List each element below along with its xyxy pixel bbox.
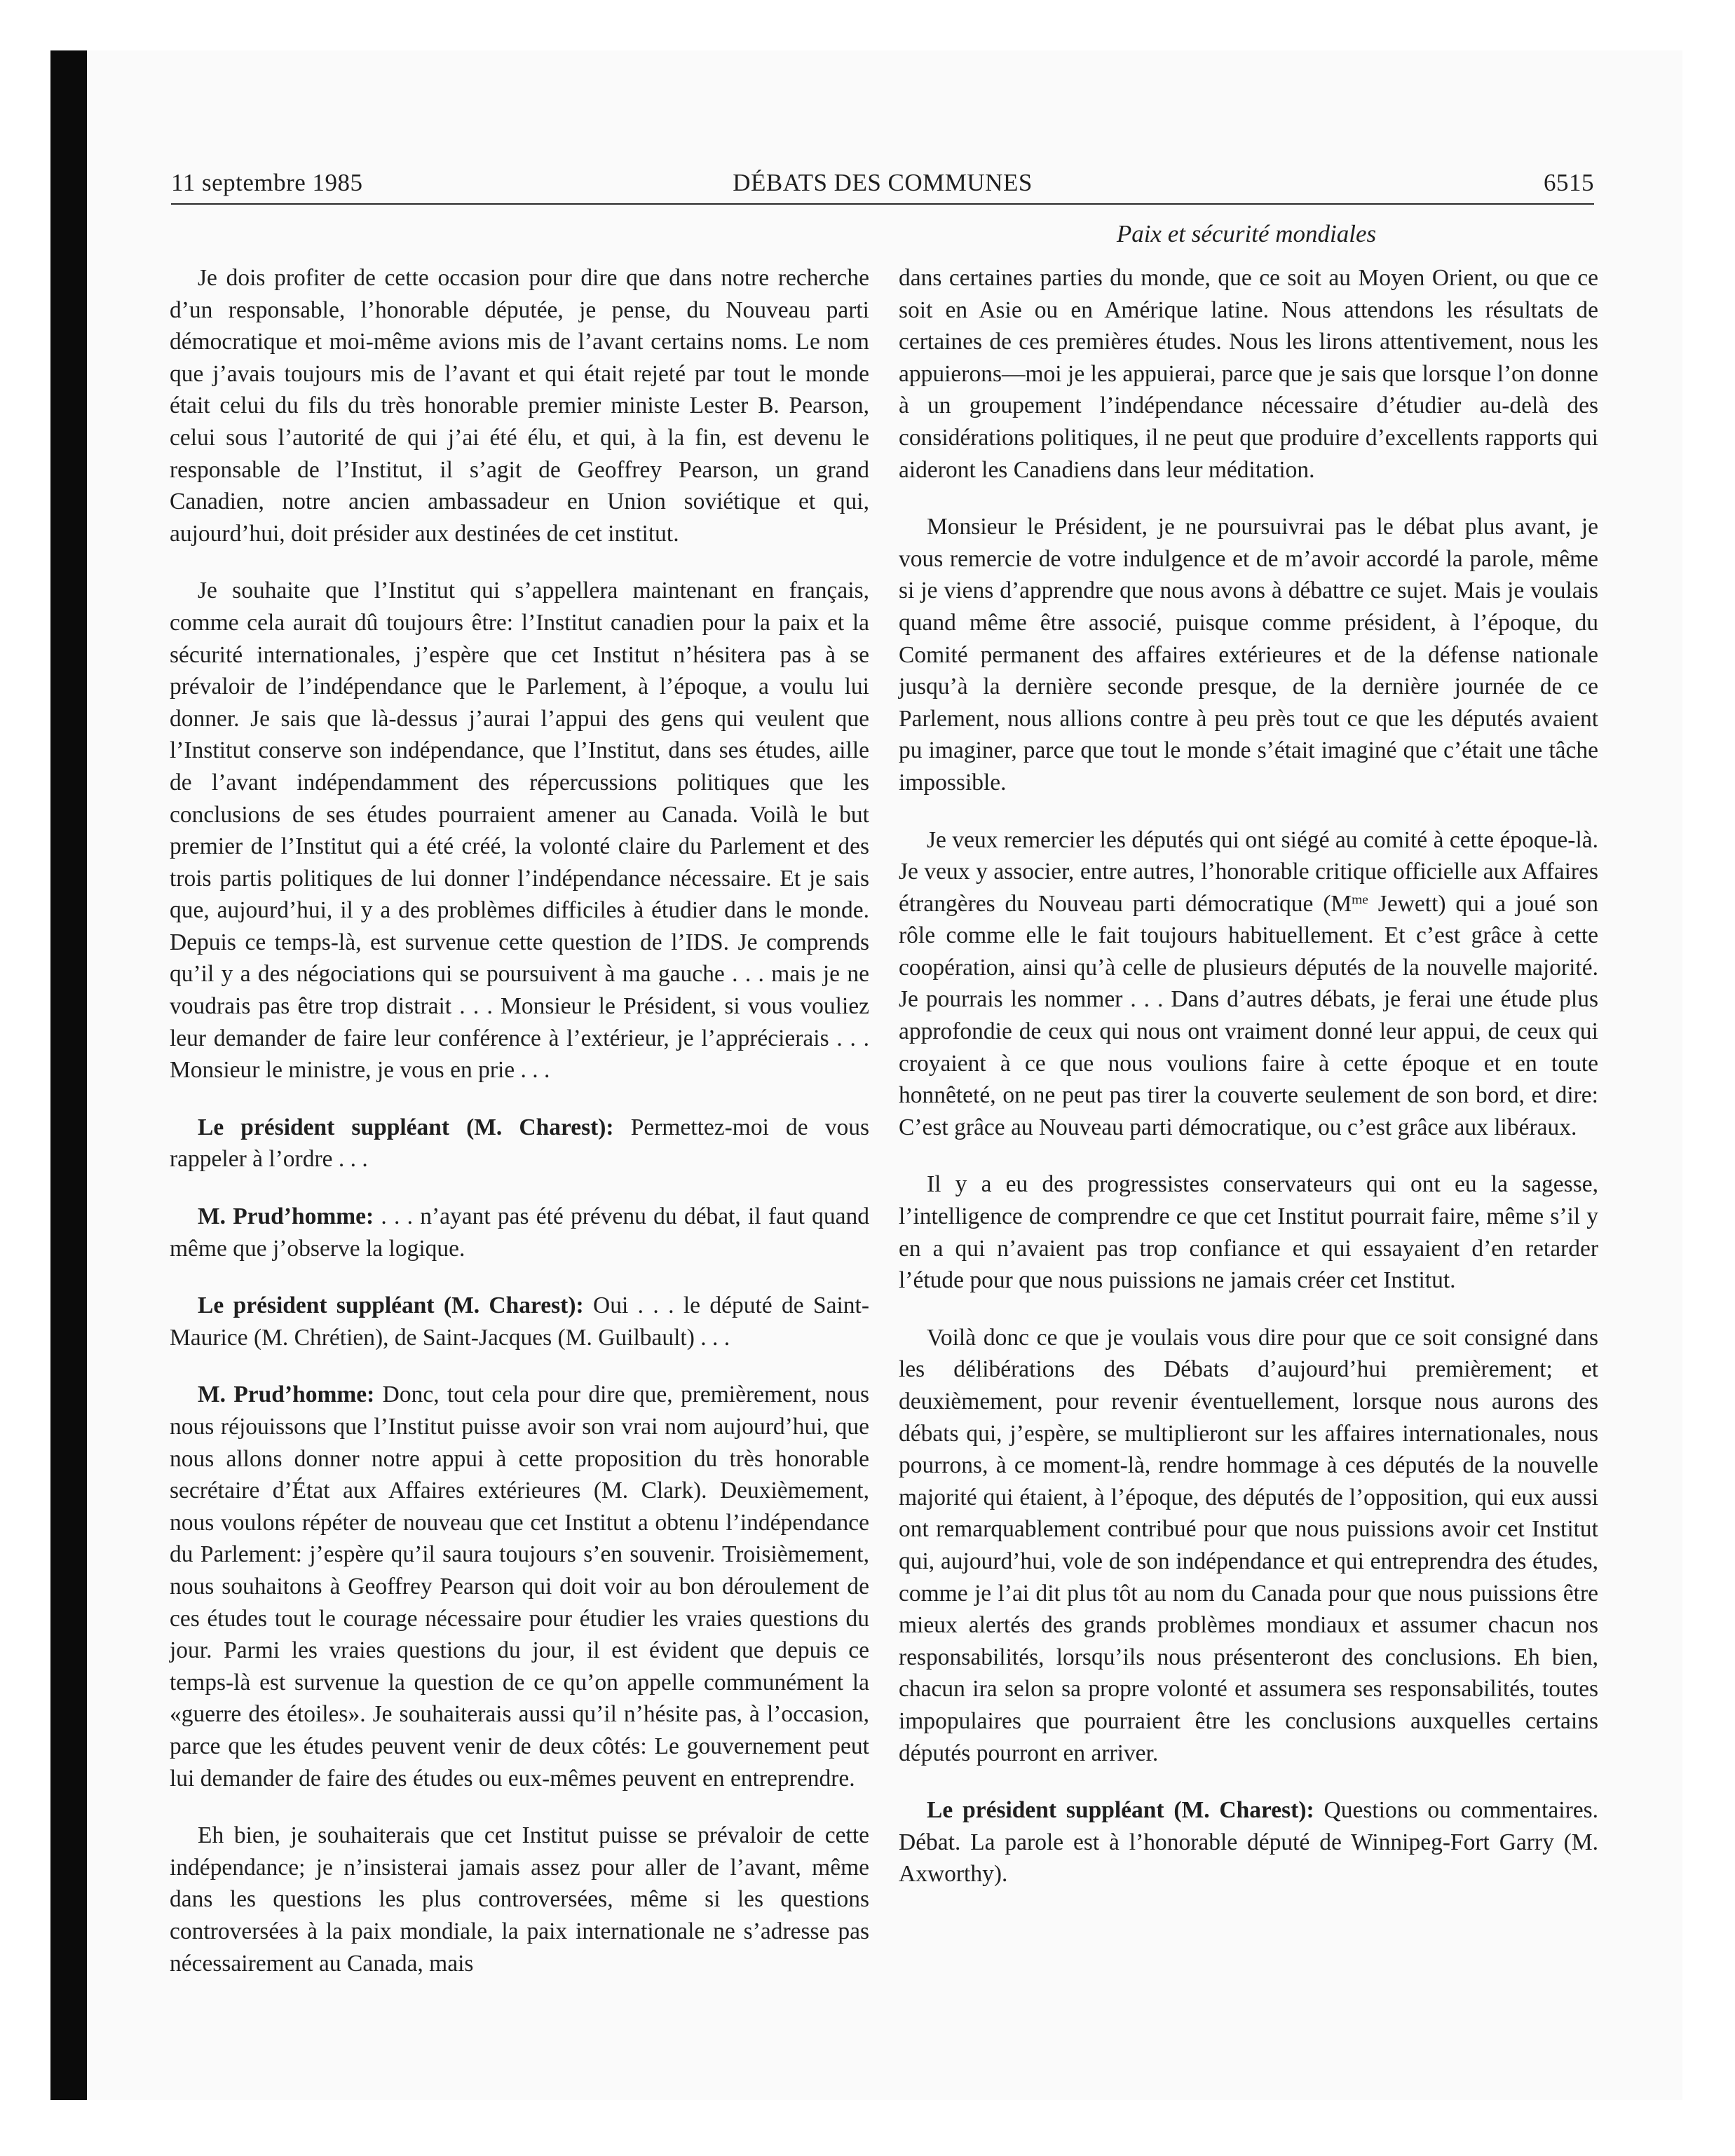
paragraph (899, 824, 1598, 1144)
speaker-name: Le président suppléant (M. Charest): (198, 1292, 584, 1319)
paragraph: Il y a eu des progressistes conservateurs qui ont eu la sagesse, l’intelligence de comprendre ce que cet Institut pourrait faire, même s’il y en a qui n’avaient pas trop confiance et qui essayaient d’en retarder l’étude pour que nous puissions ne jamais créer cet Institut. (899, 1171, 1598, 1294)
paragraph: Eh bien, je souhaiterais que cet Institut puisse se prévaloir de cette indépendance; je n’insisterai jamais assez pour aller de l’avant, même dans les questions les plus controversées, même si les questions controversées à la paix mondiale, la paix internationale ne s’adresse pas nécessairement au Canada, mais (170, 1822, 869, 1977)
paragraph: Voilà donc ce que je voulais vous dire pour que ce soit consigné dans les délibérations des Débats d’aujourd’hui premièrement; et deuxièmement, pour revenir éventuellement, lorsque nous aurons des débats qui, j’espère, se multiplieront sur les affaires internationales, nous pourrons, à ce moment-là, rendre hommage à ces députés de la nouvelle majorité qui étaient, à l’époque, des députés de l’opposition, qui eux aussi ont remarquablement contribué pour que nous puissions avoir cet Institut qui, aujourd’hui, vole de son indépendance et qui entreprendra des études, comme je l’ai dit plus tôt au nom du Canada pour que nous puissions être mieux alertés des grands problèmes mondiaux et assumer chacun nos responsabilités, lorsqu’ils nous présenteront des conclusions. Eh bien, chacun ira selon sa propre volonté et assumera ses responsabilités, toutes impopulaires que pourraient être les conclusions auxquelles certains députés pourront en arriver. (899, 1324, 1598, 1766)
speech-paragraph (170, 1201, 869, 1264)
speech-paragraph (170, 1290, 869, 1353)
paragraph-text: Je veux remercier les députés qui ont siégé au comité à cette époque-là. Je veux y associer, entre autres, l’honorable critique officielle aux Affaires étrangères du Nouveau parti démocratique (M (899, 826, 1598, 917)
paragraph: Monsieur le Président, je ne poursuivrai pas le débat plus avant, je vous remercie de votre indulgence et de m’avoir accordé la parole, même si je viens d’apprendre que nous avons à débattre ce sujet. Mais je voulais quand même être associé, puisque comme président, à l’époque, du Comité permanent des affaires extérieures et de la défense nationale jusqu’à la dernière seconde presque, de la dernière journée de ce Parlement, nous allions contre à peu près tout ce que les députés avaient pu imaginer, parce que tout le monde s’était imaginé que c’était une tâche impossible. (899, 514, 1598, 796)
speech-text: . . . n’ayant pas été prévenu du débat, il faut quand même que j’observe la logique. (170, 1203, 869, 1262)
speaker-name: M. Prud’homme: (198, 1381, 375, 1408)
speech-text: Oui . . . le député de Saint-Maurice (M. Chrétien), de Saint-Jacques (M. Guilbault) . . . (170, 1292, 869, 1351)
paragraph: Je dois profiter de cette occasion pour dire que dans notre recherche d’un responsable, l’honorable députée, je pense, du Nouveau parti démocratique et moi-même avions mis de l’avant certains noms. Le nom que j’avais toujours mis de l’avant et qui était rejeté par tout le monde était celui du fils du très honorable premier ministe Lester B. Pearson, celui sous l’autorité de qui j’ai été élu, et qui, à la fin, est devenu le responsable de l’Institut, il s’agit de Geoffrey Pearson, un grand Canadien, notre ancien ambassadeur en Union soviétique et qui, aujourd’hui, doit présider aux destinées de cet institut. (170, 265, 869, 547)
speech-paragraph (170, 1379, 869, 1794)
speaker-name: Le président suppléant (M. Charest): (927, 1797, 1314, 1824)
header-title: DÉBATS DES COMMUNES (733, 169, 1033, 196)
speaker-name: Le président suppléant (M. Charest): (198, 1114, 614, 1140)
left-column (170, 262, 869, 2005)
header-date: 11 septembre 1985 (171, 169, 363, 196)
scan-black-edge (50, 50, 87, 2100)
speaker-name: M. Prud’homme: (198, 1203, 374, 1230)
speech-paragraph (899, 1794, 1598, 1890)
speech-text: Permettez-moi de vous rappeler à l’ordre . . . (170, 1114, 869, 1173)
superscript: me (1352, 892, 1368, 908)
section-title: Paix et sécurité mondiales (1116, 220, 1377, 247)
speech-paragraph (170, 1112, 869, 1175)
right-column (899, 262, 1598, 1916)
speech-text: Questions ou commentaires. Débat. La parole est à l’honorable député de Winnipeg-Fort Garry (M. Axworthy). (899, 1797, 1599, 1888)
paragraph: Je souhaite que l’Institut qui s’appellera maintenant en français, comme cela aurait dû toujours être: l’Institut canadien pour la paix et la sécurité internationales, j’espère que cet Institut n’hésitera pas à se prévaloir de l’indépendance que le Parlement, à l’époque, a voulu lui donner. Je sais que là-dessus j’aurai l’appui des gens qui veulent que l’Institut conserve son indépendance, que l’Institut, dans ses études, aille de l’avant indépendamment des répercussions politiques que les conclusions de ses études pourraient amener au Canada. Voilà le but premier de l’Institut qui a été créé, la volonté claire du Parlement et des trois partis politiques de lui donner l’indépendance nécessaire. Et je sais que, aujourd’hui, il y a des problèmes difficiles à étudier dans le monde. Depuis ce temps-là, est survenue cette question de l’IDS. Je comprends qu’il y a des négociations qui se poursuivent à ma gauche . . . mais je ne voudrais pas être trop distrait . . . Monsieur le Président, si vous vouliez leur demander de faire leur conférence à l’extérieur, je l’apprécierais . . . Monsieur le ministre, je vous en prie . . . (170, 578, 869, 1084)
header-page-number: 6515 (1544, 169, 1594, 196)
paragraph-text: Jewett) qui a joué son rôle comme elle le fait toujours habituellement. Et c’est grâce à cette coopération, ainsi qu’à celle de plusieurs députés de la nouvelle majorité. Je pourrais les nommer . . . Dans d’autres débats, je ferai une étude plus approfondie de ceux qui nous ont vraiment donné leur appui, de ceux qui croyaient à ce que nous voulions faire à cette époque et en toute honnêteté, on ne peut pas tirer la couverte seulement de son bord, et dire: C’est grâce au Nouveau parti démocratique, ou c’est grâce aux libéraux. (899, 890, 1598, 1140)
page-header (171, 167, 1594, 205)
speech-text: Donc, tout cela pour dire que, premièrement, nous nous réjouissons que l’Institut puisse avoir son vrai nom aujourd’hui, que nous allons donner notre appui à cette proposition du très honorable secrétaire d’État aux Affaires extérieures (M. Clark). Deuxièmement, nous voulons répéter de nouveau que cet Institut a obtenu l’indépendance du Parlement: j’espère qu’il saura toujours s’en souvenir. Troisièmement, nous souhaitons à Geoffrey Pearson qui doit voir au bon déroulement de ces études tout le courage nécessaire pour étudier les vraies questions du jour. Parmi les vraies questions du jour, il est évident que depuis ce temps-là est survenue la question de ce qu’on appelle communément la «guerre des étoiles». Je souhaiterais aussi qu’il n’hésite pas, à l’occasion, parce que les études peuvent venir de deux côtés: Le gouvernement peut lui demander de faire des études ou eux-mêmes peuvent en entreprendre. (170, 1381, 869, 1792)
paragraph-continued: dans certaines parties du monde, que ce soit au Moyen Orient, ou que ce soit en Asie ou en Amérique latine. Nous attendons les résultats de certaines de ces premières études. Nous les lirons attentivement, nous les appuierons—moi je les appuierai, parce que je sais que lorsque l’on donne à un groupement l’indépendance nécessaire d’étudier au-delà des considérations politiques, il ne peut que produire d’excellents rapports qui aideront les Canadiens dans leur méditation. (899, 265, 1598, 483)
